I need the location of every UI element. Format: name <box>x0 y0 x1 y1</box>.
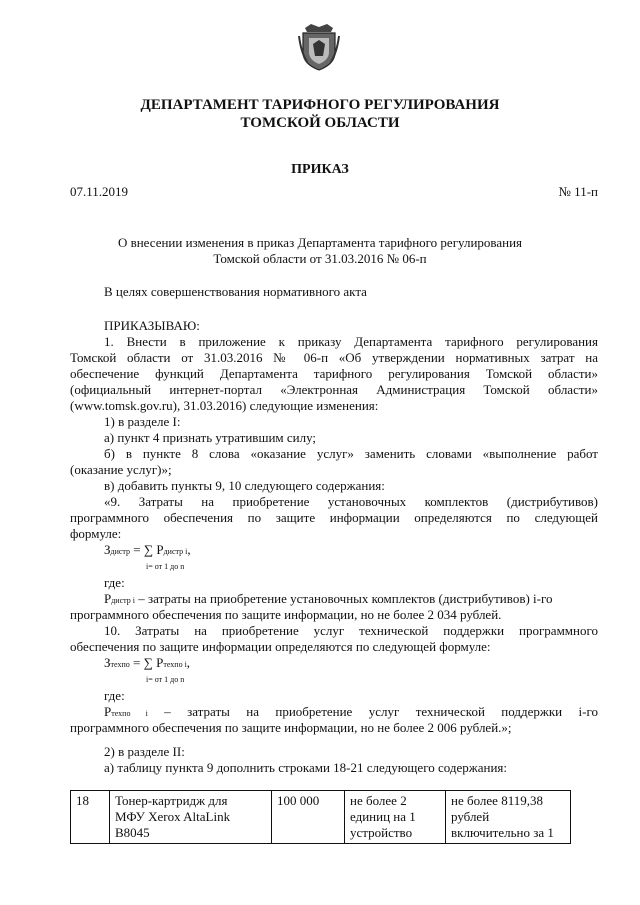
table-cell-price: не более 8119,38 рублей включительно за 1 <box>446 791 571 844</box>
org-name-line-1: ДЕПАРТАМЕНТ ТАРИФНОГО РЕГУЛИРОВАНИЯ <box>140 97 500 113</box>
section-2-heading: 2) в разделе II: <box>104 744 185 759</box>
definition-1-line-2: программного обеспечения по защите информации, но не более 2 034 рублей. <box>70 607 502 622</box>
coat-of-arms-emblem <box>297 22 341 72</box>
table-cell-name: Тонер-картридж для МФУ Xerox AltaLink B8045 <box>110 791 272 844</box>
definition-2-line-2: программного обеспечения по защите информации, но не более 2 006 рублей.»; <box>70 720 512 735</box>
formula-2-limits: i= от 1 до n <box>146 675 185 684</box>
paragraph-1-line-4: (официальный интернет-портал «Электронная Администрация Томской области» <box>70 382 598 397</box>
table-row <box>71 791 571 844</box>
where-label-2: где: <box>104 688 125 703</box>
point-9-line-1: «9. Затраты на приобретение установочных комплектов (дистрибутивов) <box>104 494 598 509</box>
item-v: в) добавить пункты 9, 10 следующего содержания: <box>104 478 385 493</box>
document-number: № 11-п <box>558 184 598 199</box>
paragraph-1-line-5: (www.tomsk.gov.ru), 31.03.2016) следующие изменения: <box>70 398 379 413</box>
table-cell-quantity: 100 000 <box>272 791 345 844</box>
definition-1-line-1: Pдистр i – затраты на приобретение установочных комплектов (дистрибутивов) i-го <box>104 591 553 606</box>
document-date: 07.11.2019 <box>70 184 129 199</box>
purpose-text: В целях совершенствования нормативного акта <box>104 284 367 299</box>
order-word: ПРИКАЗЫВАЮ: <box>104 318 200 333</box>
paragraph-1-line-1: 1. Внести в приложение к приказу Департамента тарифного регулирования <box>104 334 598 349</box>
point-9-line-3: формуле: <box>70 526 122 541</box>
formula-2: Зтехпо = ∑ Pтехпо i, <box>104 655 191 670</box>
point-10-line-2: обеспечения по защите информации определяются по следующей формуле: <box>70 639 491 654</box>
section-1-heading: 1) в разделе I: <box>104 414 181 429</box>
item-b-line-1: б) в пункте 8 слова «оказание услуг» заменить словами «выполнение работ <box>104 446 598 461</box>
point-10-line-1: 10. Затраты на приобретение услуг технической поддержки программного <box>104 623 598 638</box>
item-b-line-2: (оказание услуг)»; <box>70 462 172 477</box>
item-a: а) пункт 4 признать утратившим силу; <box>104 430 317 445</box>
paragraph-1-line-3: обеспечение функций Департамента тарифного регулирования Томской области» <box>70 366 598 381</box>
org-name-line-2: ТОМСКОЙ ОБЛАСТИ <box>240 115 400 131</box>
formula-1-limits: i= от 1 до n <box>146 562 185 571</box>
table-cell-number: 18 <box>71 791 110 844</box>
formula-1: Здистр = ∑ Pдистр i, <box>104 542 191 557</box>
where-label-1: где: <box>104 575 125 590</box>
supplies-table <box>70 790 571 844</box>
definition-2-line-1: Pтехпо i – затраты на приобретение услуг технической поддержки i-го <box>104 704 598 719</box>
table-cell-limit: не более 2 единиц на 1 устройство <box>345 791 446 844</box>
document-type: ПРИКАЗ <box>291 162 349 177</box>
point-9-line-2: программного обеспечения по защите информации определяются по следующей <box>70 510 598 525</box>
paragraph-1-line-2: Томской области от 31.03.2016 № 06-п «Об утверждении нормативных затрат на <box>70 350 598 365</box>
caption-line-1: О внесении изменения в приказ Департамента тарифного регулирования <box>117 235 523 250</box>
item-2a: а) таблицу пункта 9 дополнить строками 18-21 следующего содержания: <box>104 760 507 775</box>
caption-line-2: Томской области от 31.03.2016 № 06-п <box>213 251 427 266</box>
